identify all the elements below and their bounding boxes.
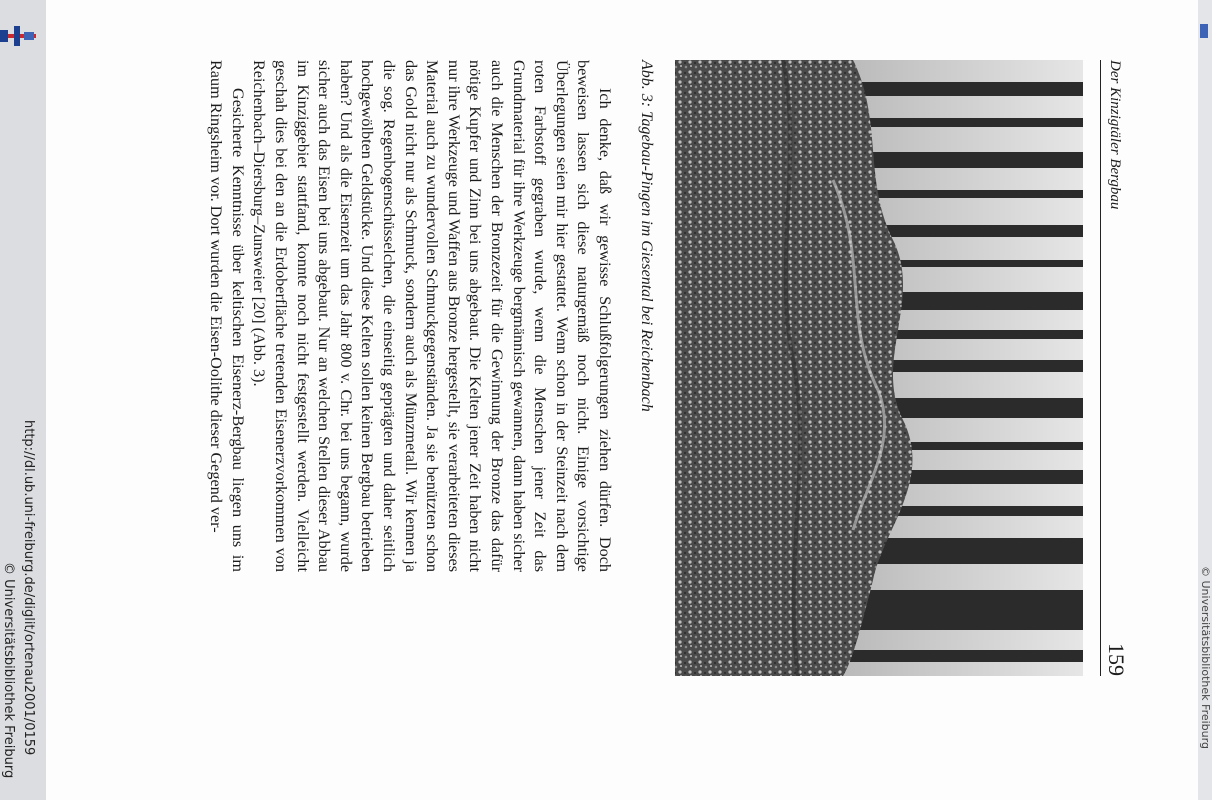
digital-library-url[interactable]: http://dl.ub.uni-freiburg.de/diglit/ortenau2001/0159 [21,420,36,756]
copyright-notice: © Universitätsbibliothek Freiburg [1,562,16,779]
paragraph: Gesicherte Kenntnisse über keltischen Eisenerz-Bergbau liegen uns im Raum Ringsheim vor. Dort wurden die Eisen-Oolithe dieser Gegend ver- [207,60,247,572]
body-text [205,60,615,572]
library-mark-right [1200,24,1208,38]
page-header [1100,60,1129,676]
library-logo [0,26,36,46]
figure-caption: Abb. 3: Tagebau-Pingen im Giesental bei Reichenbach [638,60,655,412]
figure-photo [675,60,1083,676]
running-head: Der Kinzigtäler Bergbau [1107,60,1123,210]
page-number: 159 [1104,643,1129,676]
copyright-notice-right: © Universitätsbibliothek Freiburg [1199,566,1212,749]
page-content [125,60,1129,680]
paragraph: Ich denke, daß wir gewisse Schlußfolgerungen ziehen dürfen. Doch beweisen lassen sich diese naturgemäß noch nicht. Einige vorsichtige Überlegungen seien mir hier gestattet. Wenn schon in der Steinzeit nach dem roten Farbstoff gegraben wurde, wenn die Menschen jener Zeit das Grundmaterial für ihre Werkzeuge bergmännisch gewannen, dann haben sicher auch die Menschen der Bronzezeit für die Gewinnung der Bronze das dafür nötige Kupfer und Zinn bei uns abgebaut. Die Kelten jener Zeit haben nicht nur ihre Werkzeuge und Waffen aus Bronze hergestellt, sie verarbeiteten dieses Material auch zu wundervollen Schmuckgegenständen. Ja sie benützten schon das Gold nicht nur als Schmuck, sondern auch als Münzmetall. Wir kennen ja die sog. Regenbogenschüsselchen, die einseitig geprägten und daher seitlich hochgewölbten Geldstücke. Und diese Kelten sollen keinen Bergbau betrieben haben? Und als die Eisenzeit um das Jahr 800 v. Chr. bei uns begann, wurde sicher auch das Eisen bei uns abgebaut. Nur an welchen Stellen dieser Abbau im Kinziggebiet stattfand, konnte noch nicht festgestellt werden. Vielleicht geschah dies bei den an die Erdoberfläche tretenden Eisenerzvorkommen von Reichenbach–Diersburg–Zunsweier [20] (Abb. 3). [250,60,614,572]
forest-photo-image [675,60,1083,676]
scanner-left-strip [0,0,46,800]
